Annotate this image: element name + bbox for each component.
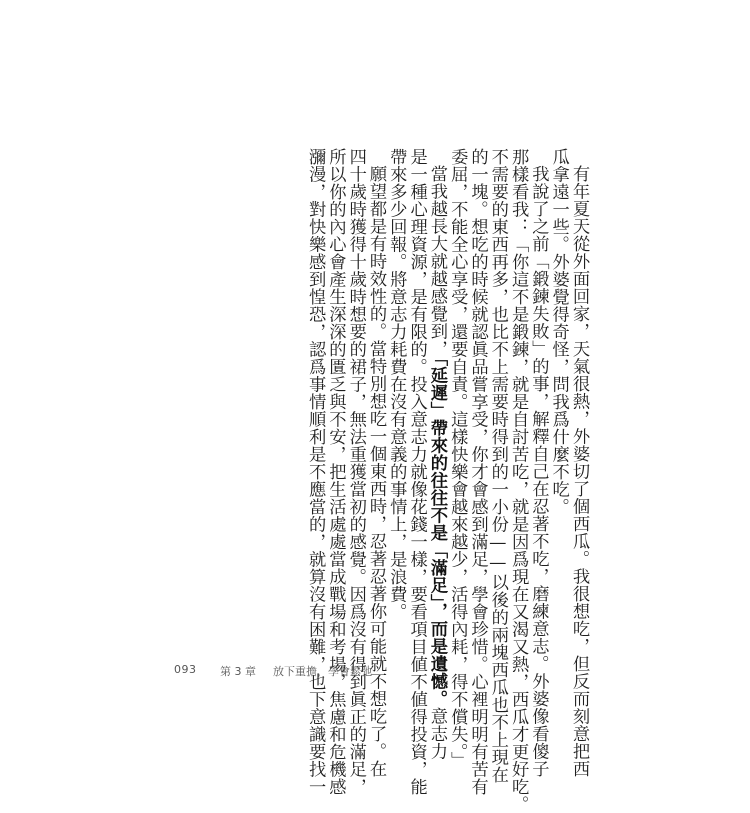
- paragraph-line: [305, 148, 326, 796]
- line-text: 帶來多少回報。將意志力耗費在沒有意義的事情上，是浪費。: [386, 148, 407, 621]
- line-text: 我說了之前「鍛鍊失敗」的事，解釋自己在忍著不吃，磨練意志。外婆像看傻子: [528, 165, 549, 778]
- line-text: 四十歲時獲得十歲時想要的裙子，無法重獲當初的感覺。因爲沒有得到眞正的滿足，: [345, 148, 366, 796]
- paragraph-line: [487, 148, 508, 784]
- line-text: 不需要的東西再多，也比不上需要時得到的一小份——以後的兩塊西瓜也不上現在: [487, 148, 508, 784]
- line-text: 的一塊。想吃的時候就認眞品嘗享受，你才會感到滿足，學會珍惜。心裡明明有苦有: [467, 148, 488, 796]
- paragraph-line: [386, 148, 406, 653]
- line-text: 有年夏天從外面回家，天氣很熱，外婆切了個西瓜。我很想吃，但反而刻意把西: [569, 165, 589, 778]
- page-footer: [174, 663, 574, 683]
- line-text: 當我越長大就越感覺到，: [426, 165, 447, 358]
- line-text: 委屈，不能全心享受，還要自責。這樣快樂會越來越少，活得內耗，得不償失。」: [447, 148, 468, 769]
- paragraph-line: [548, 148, 568, 653]
- line-text: 瓜拿遠一些。外婆覺得奇怪，問我爲什麼不吃。: [548, 148, 569, 516]
- line-text: 意志力: [426, 707, 447, 761]
- line-text: 所以你的內心會產生深深的匱乏與不安，把生活處處當成戰場和考場，焦慮和危機感: [325, 148, 346, 796]
- highlighted-text: 「延遲」帶來的往往不是「滿足」，而是遺憾。: [426, 357, 447, 708]
- paragraph-line: [528, 148, 549, 778]
- chapter-title: 放下重擔，學會鬆弛: [273, 665, 372, 678]
- paragraph-line: [467, 148, 488, 796]
- paragraph-line: [508, 148, 529, 813]
- line-text: 願望都是有時效性的。當特別想吃一個東西時，忍著忍著你可能就不想吃了。在: [366, 165, 387, 778]
- chapter-label: 第 3 章: [220, 665, 256, 678]
- line-text: 瀰漫，對快樂感到惶恐，認爲事情順利是不應當的，就算沒有困難，也下意識要找一: [305, 148, 326, 796]
- paragraph-line: [325, 148, 346, 796]
- paragraph-line: [366, 148, 387, 778]
- line-text: 是一種心理資源，是有限的。投入意志力就像花錢一樣，要看項目値不値得投資，能: [406, 148, 427, 796]
- paragraph-line: [447, 148, 468, 769]
- page-number: 093: [174, 663, 197, 676]
- paragraph-line: [426, 148, 447, 761]
- paragraph-line: [569, 148, 589, 778]
- line-text: 那樣看我：「你這不是鍛鍊，就是自討苦吃，就是因爲現在又渴又熱，西瓜才更好吃。: [508, 148, 529, 813]
- paragraph-line: [406, 148, 427, 796]
- paragraph-line: [345, 148, 366, 796]
